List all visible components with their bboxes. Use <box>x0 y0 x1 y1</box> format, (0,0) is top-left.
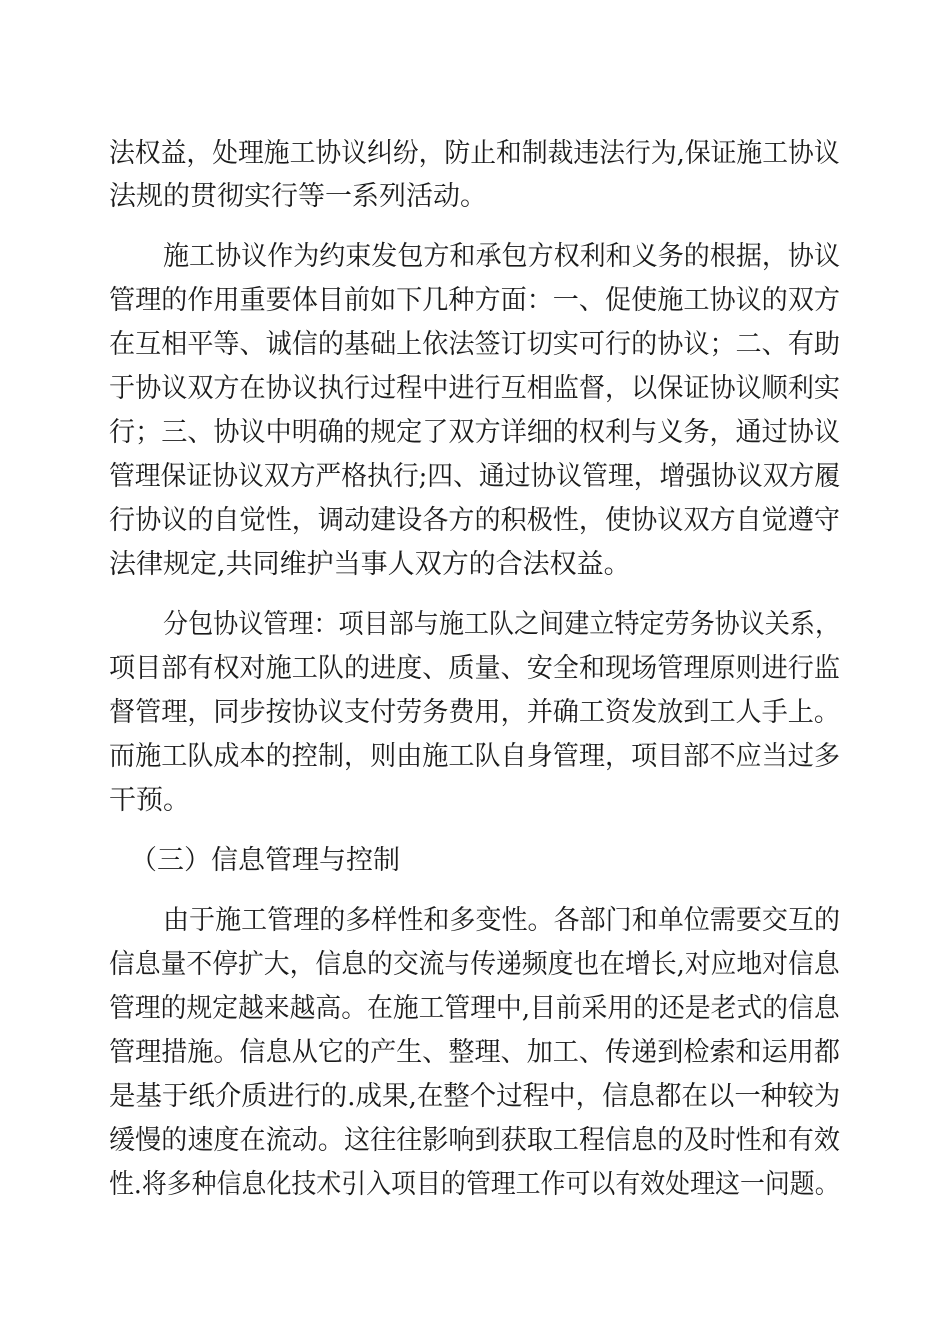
paragraph-1-line-1: 法权益，处理施工协议纠纷，防止和制裁违法行为,保证施工协议 <box>109 138 840 169</box>
paragraph-2-line-6: 管理保证协议双方严格执行;四、通过协议管理，增强协议双方履 <box>109 461 841 492</box>
paragraph-2-line-8: 法律规定,共同维护当事人双方的合法权益。 <box>109 549 631 580</box>
paragraph-5-line-3: 管理的规定越来越高。在施工管理中,目前采用的还是老式的信息 <box>109 993 840 1024</box>
paragraph-5-line-6: 缓慢的速度在流动。这往往影响到获取工程信息的及时性和有效 <box>109 1125 840 1156</box>
paragraph-1-line-2: 法规的贯彻实行等一系列活动。 <box>109 181 487 212</box>
paragraph-3-line-3: 督管理，同步按协议支付劳务费用，并确工资发放到工人手上。 <box>109 697 840 728</box>
paragraph-2-line-7: 行协议的自觉性，调动建设各方的积极性，使协议双方自觉遵守 <box>109 505 840 536</box>
paragraph-2-line-4: 于协议双方在协议执行过程中进行互相监督，以保证协议顺利实 <box>109 373 840 404</box>
paragraph-2-line-2: 管理的作用重要体目前如下几种方面：一、促使施工协议的双方 <box>109 285 840 316</box>
paragraph-3-line-5: 干预。 <box>109 785 190 816</box>
paragraph-2-line-3: 在互相平等、诚信的基础上依法签订切实可行的协议；二、有助 <box>109 329 840 360</box>
paragraph-5-line-5: 是基于纸介质进行的.成果,在整个过程中，信息都在以一种较为 <box>109 1081 841 1112</box>
paragraph-2-line-1: 施工协议作为约束发包方和承包方权利和义务的根据，协议 <box>163 241 841 272</box>
paragraph-5-line-7: 性.将多种信息化技术引入项目的管理工作可以有效处理这一问题。 <box>109 1169 840 1200</box>
section-heading: （三）信息管理与控制 <box>130 845 400 876</box>
paragraph-5-line-1: 由于施工管理的多样性和多变性。各部门和单位需要交互的 <box>163 905 841 936</box>
paragraph-3-line-1: 分包协议管理：项目部与施工队之间建立特定劳务协议关系， <box>163 609 841 640</box>
paragraph-5-line-4: 管理措施。信息从它的产生、整理、加工、传递到检索和运用都 <box>109 1037 840 1068</box>
paragraph-3-line-2: 项目部有权对施工队的进度、质量、安全和现场管理原则进行监 <box>109 653 840 684</box>
paragraph-3-line-4: 而施工队成本的控制，则由施工队自身管理，项目部不应当过多 <box>109 741 840 772</box>
paragraph-2-line-5: 行；三、协议中明确的规定了双方详细的权利与义务，通过协议 <box>109 417 840 448</box>
paragraph-5-line-2: 信息量不停扩大，信息的交流与传递频度也在增长,对应地对信息 <box>109 949 840 980</box>
